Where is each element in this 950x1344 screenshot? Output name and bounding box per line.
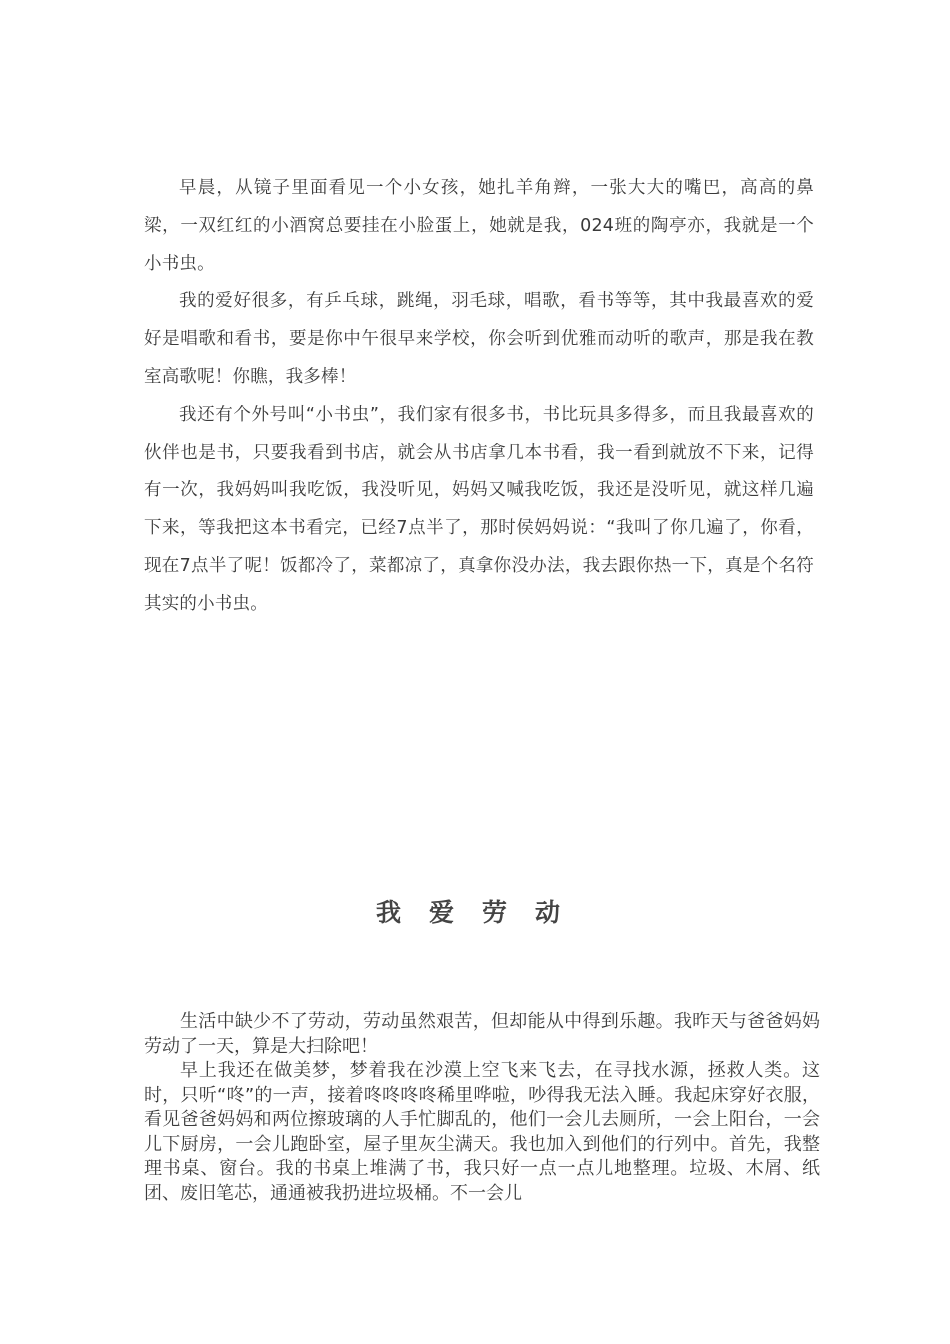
essay-1-paragraph: 早晨，从镜子里面看见一个小女孩，她扎羊角辫，一张大大的嘴巴，高高的鼻梁，一双红红的小酒窝总要挂在小脸蛋上，她就是我，024班的陶亭亦，我就是一个小书虫。 xyxy=(144,178,814,274)
essay-2-body xyxy=(144,1010,820,1206)
essay-2-title-char: 动 xyxy=(535,898,561,927)
essay-2-paragraph: 早上我还在做美梦，梦着我在沙漠上空飞来飞去，在寻找水源，拯救人类。这时，只听“咚”的一声，接着咚咚咚咚稀里哗啦，吵得我无法入睡。我起床穿好衣服，看见爸爸妈妈和两位擦玻璃的人手忙脚乱的，他们一会儿去厕所，一会上阳台，一会儿下厨房，一会儿跑卧室，屋子里灰尘满天。我也加入到他们的行列中。首先，我整理书桌、窗台。我的书桌上堆满了书，我只好一点一点儿地整理。垃圾、木屑、纸团、废旧笔芯，通通被我扔进垃圾桶。不一会儿 xyxy=(144,1060,820,1204)
essay-2-paragraph: 生活中缺少不了劳动，劳动虽然艰苦，但却能从中得到乐趣。我昨天与爸爸妈妈劳动了一天，算是大扫除吧！ xyxy=(144,1011,820,1057)
essay-2-title-char: 爱 xyxy=(428,898,454,927)
essay-2-title xyxy=(0,893,950,929)
essay-1-paragraph: 我的爱好很多，有乒乓球，跳绳，羽毛球，唱歌，看书等等，其中我最喜欢的爱好是唱歌和看书，要是你中午很早来学校，你会听到优雅而动听的歌声，那是我在教室高歌呢！你瞧，我多棒！ xyxy=(144,291,814,387)
essay-1-body xyxy=(144,170,814,624)
essay-2-title-char: 我 xyxy=(375,898,401,927)
essay-1-paragraph: 我还有个外号叫“小书虫”，我们家有很多书，书比玩具多得多，而且我最喜欢的伙伴也是书，只要我看到书店，就会从书店拿几本书看，我一看到就放不下来，记得有一次，我妈妈叫我吃饭，我没听见，妈妈又喊我吃饭，我还是没听见，就这样几遍下来，等我把这本书看完，已经7点半了，那时侯妈妈说：“我叫了你几遍了，你看，现在7点半了呢！饭都冷了，菜都凉了，真拿你没办法，我去跟你热一下，真是个名符其实的小书虫。 xyxy=(144,404,814,614)
essay-2-title-char: 劳 xyxy=(482,898,508,927)
